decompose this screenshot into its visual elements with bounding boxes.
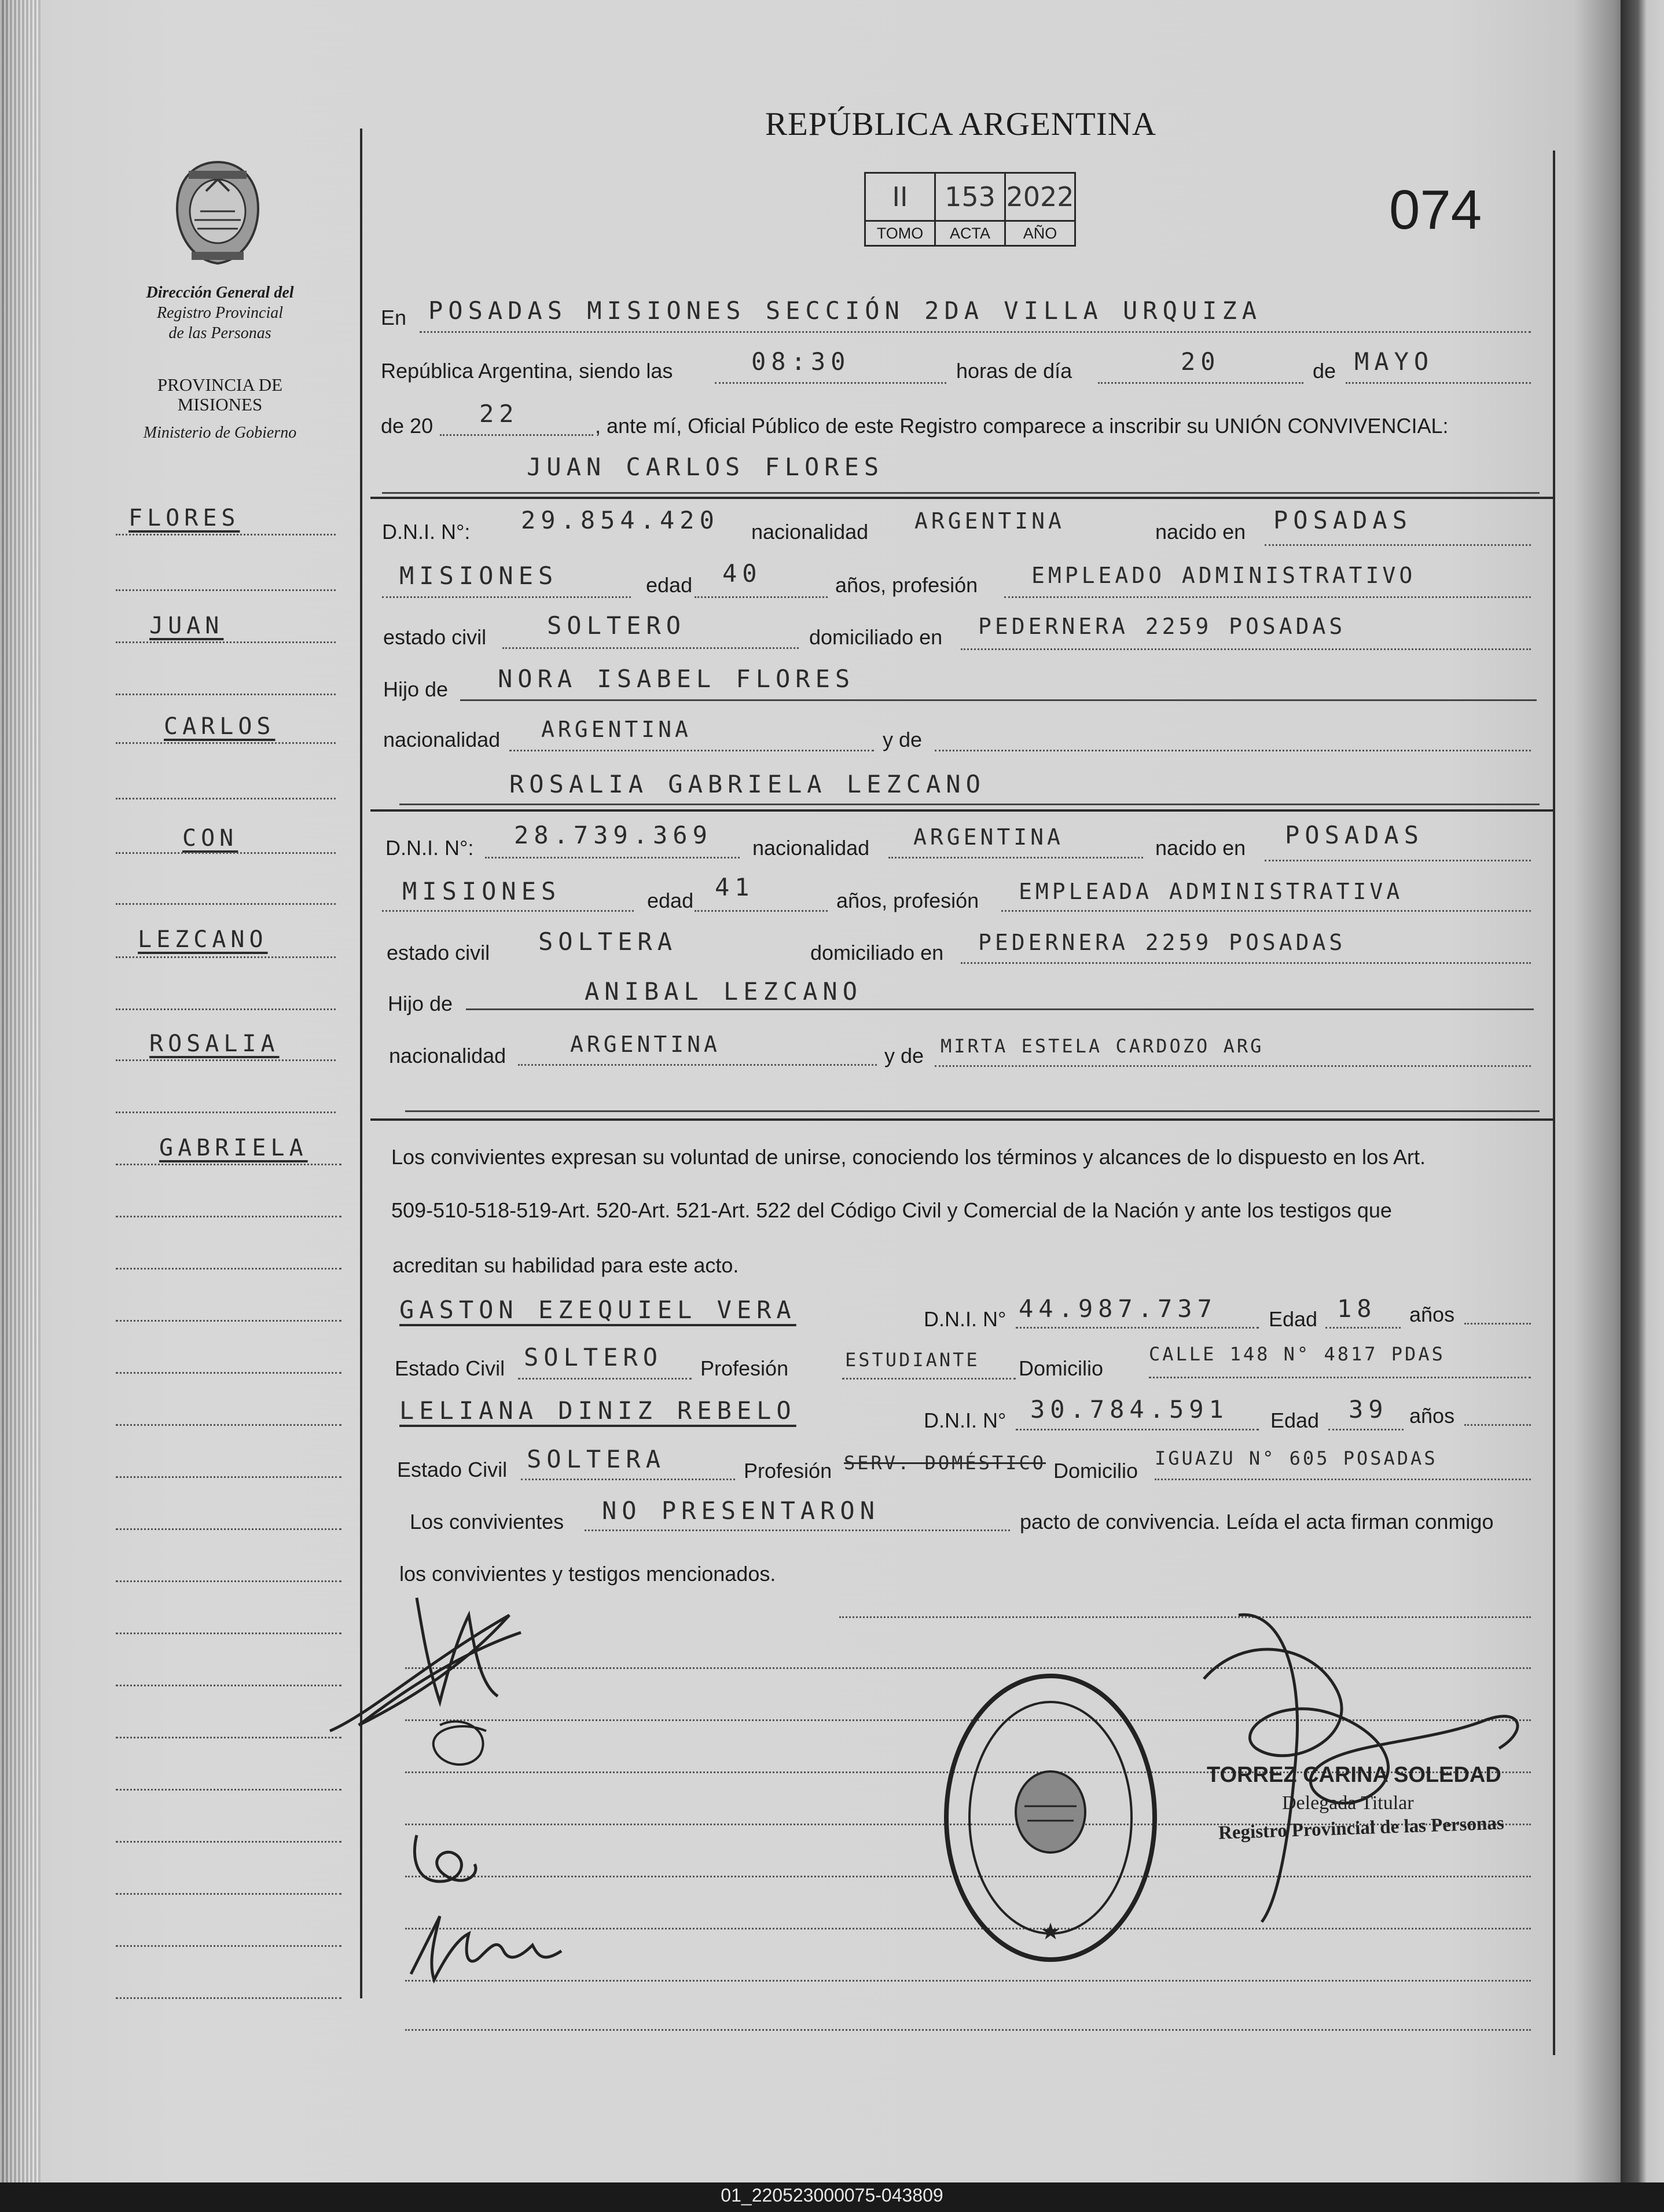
hijo-label: Hijo de [383, 677, 449, 701]
dotted-rule [1346, 382, 1531, 384]
dotted-rule [521, 1479, 735, 1480]
dotted-rule [405, 2029, 1531, 2031]
dotted-rule [1098, 382, 1303, 384]
padre-value: ANIBAL LEZCANO [585, 977, 863, 1006]
testigo1-dni: 44.987.737 [1019, 1294, 1217, 1323]
province-line: MISIONES [177, 394, 263, 414]
official-seal [938, 1667, 1163, 1968]
dni-label: D.N.I. N°: [382, 520, 471, 544]
dotted-rule [116, 1008, 336, 1010]
testigo1-edad: 18 [1337, 1294, 1377, 1323]
lugar-nacimiento-cont: MISIONES [402, 877, 561, 905]
testigo2-dni: 30.784.591 [1030, 1395, 1229, 1424]
testigo1-nombre: GASTON EZEQUIEL VERA [399, 1296, 796, 1324]
dotted-rule [420, 331, 1531, 333]
acta-cell [934, 174, 1004, 245]
cierre-line2: los convivientes y testigos mencionados. [399, 1562, 776, 1586]
dotted-rule [116, 852, 336, 854]
signature-testigo [399, 1905, 573, 1997]
acta-value: 153 [936, 174, 1004, 222]
cierre-pre: Los convivientes [410, 1510, 564, 1534]
signature-conviviente-1 [324, 1580, 648, 1812]
hijo-label: Hijo de [388, 992, 453, 1015]
dotted-rule [695, 596, 828, 598]
dotted-rule [116, 534, 336, 535]
nacido-label: nacido en [1155, 520, 1246, 544]
y-de-label: y de [883, 728, 923, 751]
compareciente-value: JUAN CARLOS FLORES [527, 453, 884, 481]
dotted-rule [116, 1424, 341, 1426]
index-name: LEZCANO [138, 926, 268, 953]
dotted-rule [1328, 1429, 1404, 1430]
de20-label: de 20 [381, 414, 434, 438]
dotted-rule [1265, 544, 1531, 546]
de-label: de [1313, 359, 1336, 383]
testigo2-estado-civil: SOLTERA [527, 1445, 666, 1473]
dotted-rule [116, 1111, 336, 1113]
estado-civil-label: estado civil [387, 941, 490, 964]
dotted-rule [116, 1685, 341, 1686]
edad-label: Edad [1270, 1408, 1320, 1432]
madre-value: ROSALIA GABRIELA LEZCANO [509, 770, 986, 798]
nacionalidad-padre-value: ARGENTINA [570, 1032, 721, 1057]
anio-value: 2022 [1006, 174, 1074, 222]
domicilio-label: domiciliado en [810, 941, 944, 964]
dni-label: D.N.I. N°: [385, 836, 474, 860]
dotted-rule [1325, 1327, 1401, 1329]
anios-label: años [1409, 1303, 1455, 1326]
nacionalidad-label: nacionalidad [752, 836, 870, 860]
rep-label: República Argentina, siendo las [381, 359, 673, 383]
underline-rule [405, 1110, 1540, 1112]
dotted-rule [1464, 1424, 1531, 1426]
domicilio-label: Domicilio [1019, 1356, 1104, 1380]
testigo2-edad: 39 [1349, 1395, 1388, 1424]
lugar-nacimiento-value: POSADAS [1285, 821, 1424, 849]
testigo2-profesion: SERV. DOMÉSTICO [844, 1452, 1046, 1474]
oficial-cargo: Delegada Titular [1282, 1792, 1414, 1814]
dotted-rule [116, 1528, 341, 1530]
dotted-rule [502, 647, 799, 649]
estado-civil-label: estado civil [383, 625, 487, 649]
testigo2-domicilio: IGUAZU N° 605 POSADAS [1155, 1447, 1438, 1469]
underline-rule [382, 492, 1540, 494]
profesion-label: Profesión [700, 1356, 789, 1380]
lugar-nacimiento-cont: MISIONES [399, 562, 559, 590]
book-page-edges [0, 0, 41, 2182]
profesion-label: años, profesión [836, 889, 979, 912]
dotted-rule [116, 1841, 341, 1843]
document-title: REPÚBLICA ARGENTINA [765, 106, 1157, 142]
hora-value: 08:30 [751, 347, 851, 376]
domicilio-value: PEDERNERA 2259 POSADAS [978, 614, 1346, 639]
dotted-rule [935, 1065, 1531, 1067]
dotted-rule [1464, 1323, 1531, 1325]
dotted-rule [116, 1945, 341, 1947]
dia-value: 20 [1181, 347, 1221, 376]
province-line: PROVINCIA DE [157, 375, 283, 395]
y-de-label: y de [884, 1044, 924, 1068]
nacionalidad-label: nacionalidad [383, 728, 501, 751]
dotted-rule [116, 1893, 341, 1895]
dotted-rule [695, 910, 828, 912]
estado-civil-label: Estado Civil [397, 1458, 508, 1481]
profesion-label: años, profesión [835, 573, 978, 597]
profesion-value: EMPLEADA ADMINISTRATIVA [1019, 879, 1404, 904]
estado-civil-label: Estado Civil [395, 1356, 505, 1380]
dotted-rule [116, 956, 336, 958]
declaracion-line: 509-510-518-519-Art. 520-Art. 521-Art. 522 del Código Civil y Comercial de la Nación y ante los testigos que [391, 1198, 1392, 1222]
dotted-rule [585, 1529, 1010, 1531]
cierre-post: pacto de convivencia. Leída el acta firman conmigo [1020, 1510, 1494, 1534]
registration-box [864, 172, 1076, 247]
province-header [104, 375, 336, 414]
domicilio-value: PEDERNERA 2259 POSADAS [978, 930, 1346, 955]
dotted-rule [116, 798, 336, 799]
nacionalidad-value: ARGENTINA [913, 824, 1064, 850]
dotted-rule [116, 1737, 341, 1738]
next-page-sliver [1621, 0, 1664, 2182]
dotted-rule [116, 641, 336, 643]
dotted-rule [116, 1372, 341, 1374]
testigo1-estado-civil: SOLTERO [524, 1343, 663, 1371]
nacionalidad-label: nacionalidad [389, 1044, 506, 1068]
dotted-rule [961, 962, 1531, 964]
dotted-rule [1149, 1377, 1531, 1378]
svg-text:★: ★ [1040, 1919, 1061, 1945]
dotted-rule [1016, 1429, 1259, 1430]
nacionalidad-value: ARGENTINA [914, 508, 1065, 534]
testigo2-nombre: LELIANA DINIZ REBELO [399, 1396, 796, 1425]
province-crest-icon [171, 156, 264, 266]
padre-value: NORA ISABEL FLORES [498, 665, 855, 693]
dotted-rule [116, 589, 336, 591]
dotted-rule [1016, 1327, 1259, 1329]
index-name: GABRIELA [159, 1135, 308, 1161]
oficial-nombre: TORREZ CARINA SOLEDAD [1207, 1763, 1501, 1787]
underline-rule [466, 1008, 1534, 1010]
lugar-value: POSADAS MISIONES SECCIÓN 2DA VILLA URQUIZA [428, 296, 1262, 325]
signature-conviviente-2 [405, 1824, 498, 1893]
dotted-rule [405, 1980, 1531, 1982]
estado-civil-value: SOLTERO [547, 611, 686, 640]
dotted-rule [116, 1216, 341, 1217]
nacionalidad-label: nacionalidad [751, 520, 869, 544]
dotted-rule [1265, 860, 1531, 861]
oficial-organismo: Registro Provincial de las Personas [1218, 1813, 1505, 1844]
index-name: ROSALIA [149, 1030, 280, 1057]
testigo1-profesion: ESTUDIANTE [845, 1349, 980, 1371]
org-line: de las Personas [168, 324, 271, 342]
horas-label: horas de día [956, 359, 1072, 383]
dotted-rule [116, 1633, 341, 1634]
index-name: CON [182, 825, 238, 852]
dotted-rule [485, 857, 740, 859]
dotted-rule [842, 1378, 1016, 1380]
declaracion-line: Los convivientes expresan su voluntad de unirse, conociendo los términos y alcances de lo dispuesto en los Art. [391, 1145, 1426, 1169]
dotted-rule [116, 1789, 341, 1791]
dotted-rule [888, 857, 1143, 859]
dotted-rule [518, 1064, 877, 1066]
dotted-rule [116, 1997, 341, 1999]
pacto-value: NO PRESENTARON [602, 1496, 880, 1525]
dni-label: D.N.I. N° [924, 1307, 1007, 1331]
dotted-rule [116, 1580, 341, 1582]
edad-label: Edad [1269, 1307, 1318, 1331]
tomo-value: II [866, 174, 934, 222]
anios-label: años [1409, 1404, 1455, 1428]
estado-civil-value: SOLTERA [538, 927, 678, 956]
dni-label: D.N.I. N° [924, 1408, 1007, 1432]
dotted-rule [116, 1164, 341, 1165]
section-divider [370, 809, 1554, 812]
dotted-rule [382, 910, 634, 912]
edad-value: 41 [715, 873, 755, 901]
dotted-rule [116, 742, 336, 744]
profesion-label: Profesión [744, 1459, 832, 1483]
domicilio-label: domiciliado en [809, 625, 943, 649]
underline-rule [399, 804, 1540, 805]
ante-label: , ante mí, Oficial Público de este Registro comparece a inscribir su UNIÓN CONVIVENCIAL: [595, 414, 1449, 438]
mes-value: MAYO [1354, 347, 1434, 376]
org-line: Dirección General del [146, 284, 294, 302]
underline-rule [460, 699, 1537, 701]
ministry-label: Ministerio de Gobierno [143, 424, 297, 442]
index-name-apellido: FLORES [128, 505, 240, 531]
dni-value: 29.854.420 [521, 506, 719, 534]
declaracion-line: acreditan su habilidad para este acto. [392, 1253, 739, 1277]
dotted-rule [1155, 1479, 1531, 1480]
dotted-rule [116, 1476, 341, 1478]
dotted-rule [518, 1378, 692, 1380]
anio-cell [1004, 174, 1074, 245]
dotted-rule [116, 694, 336, 695]
section-divider [370, 497, 1554, 499]
dotted-rule [961, 648, 1531, 650]
domicilio-label: Domicilio [1053, 1459, 1138, 1483]
edad-value: 40 [722, 559, 762, 588]
folio-number: 074 [1389, 179, 1482, 241]
tomo-label: TOMO [876, 225, 924, 242]
dotted-rule [509, 750, 874, 751]
tomo-cell [866, 174, 934, 245]
edad-label: edad [647, 889, 694, 912]
dotted-rule [116, 1320, 341, 1322]
dotted-rule [715, 382, 946, 384]
dotted-rule [116, 903, 336, 905]
acta-label: ACTA [949, 225, 990, 242]
dotted-rule [116, 1059, 336, 1061]
dotted-rule [382, 596, 631, 598]
madre-value: MIRTA ESTELA CARDOZO ARG [941, 1035, 1264, 1057]
index-name: JUAN [149, 612, 224, 639]
en-label: En [381, 306, 407, 329]
org-line: Registro Provincial [157, 304, 283, 322]
dotted-rule [116, 1268, 341, 1270]
section-divider [370, 1118, 1554, 1121]
dotted-rule [440, 434, 593, 436]
org-header [104, 283, 336, 343]
edad-label: edad [646, 573, 693, 597]
index-name: CARLOS [164, 713, 276, 740]
dotted-rule [935, 750, 1531, 751]
nacionalidad-padre-value: ARGENTINA [541, 717, 692, 742]
file-id: 01_220523000075-043809 [721, 2185, 943, 2206]
dni-value: 28.739.369 [514, 821, 712, 849]
right-frame-line [1553, 151, 1555, 2055]
nacido-label: nacido en [1155, 836, 1246, 860]
anio-value: 22 [479, 399, 519, 428]
profesion-value: EMPLEADO ADMINISTRATIVO [1031, 563, 1416, 588]
dotted-rule [1001, 910, 1531, 912]
anio-label: AÑO [1023, 225, 1057, 242]
testigo1-domicilio: CALLE 148 N° 4817 PDAS [1149, 1343, 1445, 1365]
dotted-rule [1004, 596, 1531, 598]
lugar-nacimiento-value: POSADAS [1273, 506, 1413, 534]
